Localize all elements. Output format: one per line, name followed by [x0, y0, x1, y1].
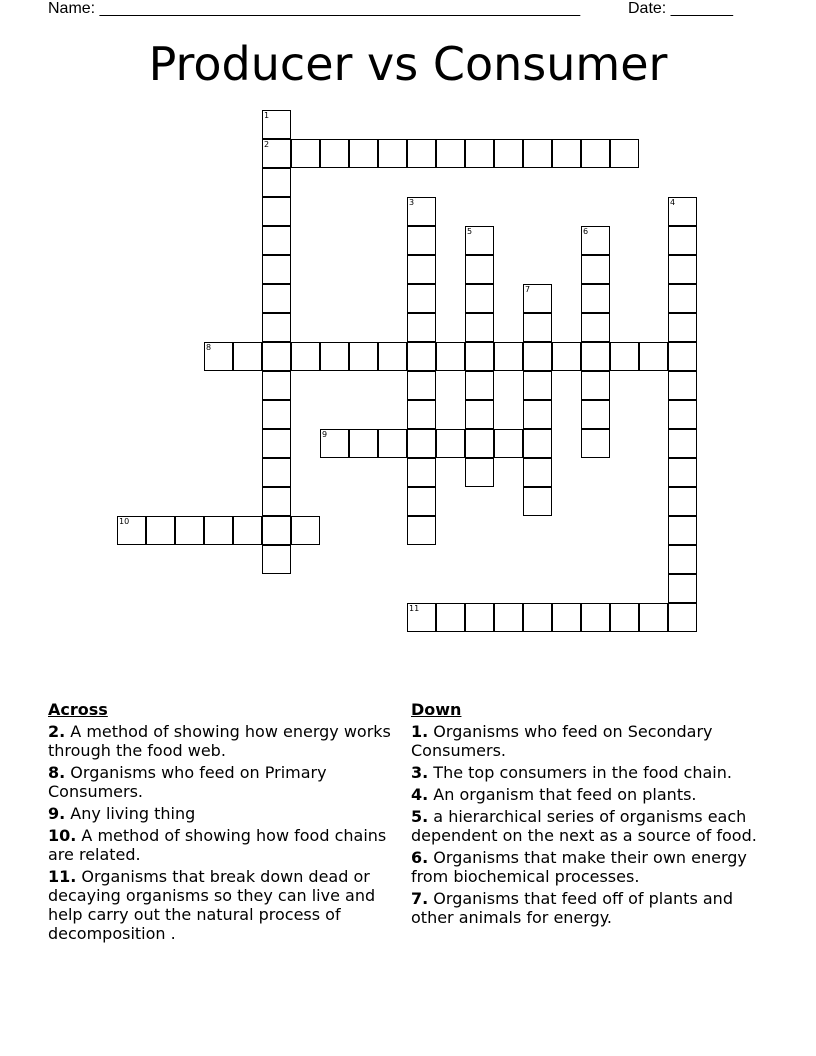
grid-cell[interactable] [407, 400, 436, 429]
clue-item-text: a hierarchical series of organisms each dependent on the next as a source of food. [411, 807, 757, 845]
grid-cell[interactable] [523, 603, 552, 632]
grid-cell[interactable] [523, 487, 552, 516]
grid-cell[interactable] [552, 342, 581, 371]
clue-number: 8 [206, 343, 212, 352]
grid-cell[interactable] [262, 487, 291, 516]
grid-cell[interactable] [581, 603, 610, 632]
clue-number: 4 [670, 198, 676, 207]
grid-cell[interactable] [581, 226, 610, 255]
grid-cell[interactable] [262, 342, 291, 371]
clue-item [411, 785, 776, 804]
grid-cell[interactable] [262, 516, 291, 545]
down-heading: Down [411, 700, 462, 719]
grid-cell[interactable] [494, 342, 523, 371]
grid-cell[interactable] [465, 371, 494, 400]
clue-item-number: 4. [411, 785, 429, 804]
grid-cell[interactable] [378, 139, 407, 168]
grid-cell[interactable] [407, 139, 436, 168]
grid-cell[interactable] [436, 342, 465, 371]
clue-number: 9 [322, 430, 328, 439]
grid-cell[interactable] [581, 284, 610, 313]
clue-item-number: 6. [411, 848, 429, 867]
clue-number: 1 [264, 111, 270, 120]
clue-item-text: Any living thing [65, 804, 196, 823]
grid-cell[interactable] [581, 429, 610, 458]
clue-item-number: 8. [48, 763, 66, 782]
grid-cell[interactable] [291, 516, 320, 545]
grid-cell[interactable] [581, 313, 610, 342]
clue-item [48, 867, 393, 943]
grid-cell[interactable] [407, 342, 436, 371]
grid-cell[interactable] [610, 139, 639, 168]
clue-item-number: 1. [411, 722, 429, 741]
clue-item-text: A method of showing how food chains are related. [48, 826, 387, 864]
grid-cell[interactable] [465, 255, 494, 284]
grid-cell[interactable] [552, 139, 581, 168]
grid-cell[interactable] [639, 603, 668, 632]
clue-number: 2 [264, 140, 270, 149]
clue-item-text: Organisms that make their own energy from biochemical processes. [411, 848, 747, 886]
grid-cell[interactable] [581, 139, 610, 168]
grid-cell[interactable] [407, 603, 436, 632]
grid-cell[interactable] [378, 342, 407, 371]
grid-cell[interactable] [349, 139, 378, 168]
grid-cell[interactable] [378, 429, 407, 458]
grid-cell[interactable] [291, 139, 320, 168]
grid-cell[interactable] [523, 313, 552, 342]
clue-item-text: The top consumers in the food chain. [428, 763, 732, 782]
grid-cell[interactable] [523, 458, 552, 487]
clue-item-text: Organisms that break down dead or decaying organisms so they can live and help carry out the natural process of decomposition . [48, 867, 376, 943]
grid-cell[interactable] [349, 429, 378, 458]
clue-item [411, 889, 776, 927]
clue-number: 3 [409, 198, 415, 207]
grid-cell[interactable] [407, 458, 436, 487]
grid-cell[interactable] [668, 574, 697, 603]
grid-cell[interactable] [262, 545, 291, 574]
grid-cell[interactable] [523, 400, 552, 429]
grid-cell[interactable] [204, 516, 233, 545]
clue-item [48, 763, 393, 801]
grid-cell[interactable] [668, 197, 697, 226]
grid-cell[interactable] [668, 342, 697, 371]
grid-cell[interactable] [668, 255, 697, 284]
grid-cell[interactable] [233, 516, 262, 545]
grid-cell[interactable] [407, 516, 436, 545]
grid-cell[interactable] [262, 110, 291, 139]
grid-cell[interactable] [320, 139, 349, 168]
grid-cell[interactable] [610, 603, 639, 632]
clue-number: 11 [409, 604, 420, 613]
grid-cell[interactable] [494, 603, 523, 632]
grid-cell[interactable] [262, 400, 291, 429]
clue-item-number: 7. [411, 889, 429, 908]
grid-cell[interactable] [320, 342, 349, 371]
across-heading: Across [48, 700, 108, 719]
grid-cell[interactable] [407, 226, 436, 255]
grid-cell[interactable] [668, 603, 697, 632]
grid-cell[interactable] [262, 458, 291, 487]
clue-item-text: A method of showing how energy works through the food web. [48, 722, 391, 760]
grid-cell[interactable] [465, 313, 494, 342]
grid-cell[interactable] [668, 487, 697, 516]
clue-item-text: Organisms who feed on Secondary Consumers. [411, 722, 713, 760]
grid-cell[interactable] [465, 458, 494, 487]
grid-cell[interactable] [465, 226, 494, 255]
grid-cell[interactable] [262, 197, 291, 226]
grid-cell[interactable] [668, 284, 697, 313]
clue-item [48, 722, 393, 760]
grid-cell[interactable] [465, 429, 494, 458]
grid-cell[interactable] [668, 313, 697, 342]
grid-cell[interactable] [320, 429, 349, 458]
grid-cell[interactable] [436, 429, 465, 458]
down-clues [411, 700, 776, 930]
grid-cell[interactable] [523, 139, 552, 168]
grid-cell[interactable] [204, 342, 233, 371]
grid-cell[interactable] [407, 197, 436, 226]
grid-cell[interactable] [639, 342, 668, 371]
grid-cell[interactable] [668, 458, 697, 487]
clue-number: 10 [119, 517, 130, 526]
grid-cell[interactable] [581, 255, 610, 284]
grid-cell[interactable] [262, 313, 291, 342]
grid-cell[interactable] [581, 400, 610, 429]
grid-cell[interactable] [523, 371, 552, 400]
down-clue-list [411, 722, 776, 927]
grid-cell[interactable] [146, 516, 175, 545]
grid-cell[interactable] [610, 342, 639, 371]
grid-cell[interactable] [262, 371, 291, 400]
clue-item [48, 804, 393, 823]
clue-item-number: 9. [48, 804, 66, 823]
grid-cell[interactable] [581, 371, 610, 400]
grid-cell[interactable] [233, 342, 262, 371]
clue-item [411, 763, 776, 782]
grid-cell[interactable] [407, 255, 436, 284]
grid-cell[interactable] [262, 168, 291, 197]
clue-item [411, 848, 776, 886]
grid-cell[interactable] [465, 284, 494, 313]
grid-cell[interactable] [465, 400, 494, 429]
grid-cell[interactable] [349, 342, 378, 371]
across-clues [48, 700, 393, 946]
grid-cell[interactable] [436, 603, 465, 632]
clue-item-number: 11. [48, 867, 77, 886]
grid-cell[interactable] [494, 429, 523, 458]
grid-cell[interactable] [552, 603, 581, 632]
grid-cell[interactable] [262, 139, 291, 168]
grid-cell[interactable] [407, 487, 436, 516]
grid-cell[interactable] [668, 400, 697, 429]
grid-cell[interactable] [291, 342, 320, 371]
grid-cell[interactable] [117, 516, 146, 545]
grid-cell[interactable] [668, 545, 697, 574]
clue-item-text: Organisms who feed on Primary Consumers. [48, 763, 327, 801]
clue-item-number: 2. [48, 722, 66, 741]
grid-cell[interactable] [436, 139, 465, 168]
grid-cell[interactable] [465, 342, 494, 371]
grid-cell[interactable] [465, 603, 494, 632]
grid-cell[interactable] [407, 284, 436, 313]
clue-item-number: 5. [411, 807, 429, 826]
grid-cell[interactable] [668, 371, 697, 400]
name-field-label[interactable]: Name: ______________________________________________________ [48, 0, 581, 17]
clue-number: 7 [525, 285, 531, 294]
clue-item [411, 807, 776, 845]
grid-cell[interactable] [262, 255, 291, 284]
grid-cell[interactable] [523, 429, 552, 458]
grid-cell[interactable] [668, 226, 697, 255]
clue-item-text: An organism that feed on plants. [428, 785, 697, 804]
grid-cell[interactable] [407, 429, 436, 458]
grid-cell[interactable] [262, 284, 291, 313]
grid-cell[interactable] [668, 429, 697, 458]
grid-cell[interactable] [407, 371, 436, 400]
clue-item-text: Organisms that feed off of plants and other animals for energy. [411, 889, 733, 927]
across-clue-list [48, 722, 393, 943]
grid-cell[interactable] [581, 342, 610, 371]
clue-item [411, 722, 776, 760]
grid-cell[interactable] [262, 429, 291, 458]
grid-cell[interactable] [175, 516, 204, 545]
grid-cell[interactable] [494, 139, 523, 168]
date-field-label[interactable]: Date: _______ [628, 0, 733, 17]
grid-cell[interactable] [262, 226, 291, 255]
grid-cell[interactable] [523, 342, 552, 371]
grid-cell[interactable] [523, 284, 552, 313]
clue-item [48, 826, 393, 864]
clue-item-number: 3. [411, 763, 429, 782]
clue-number: 5 [467, 227, 473, 236]
grid-cell[interactable] [407, 313, 436, 342]
clue-item-number: 10. [48, 826, 77, 845]
clue-number: 6 [583, 227, 589, 236]
grid-cell[interactable] [465, 139, 494, 168]
grid-cell[interactable] [668, 516, 697, 545]
page-title: Producer vs Consumer [148, 37, 668, 91]
